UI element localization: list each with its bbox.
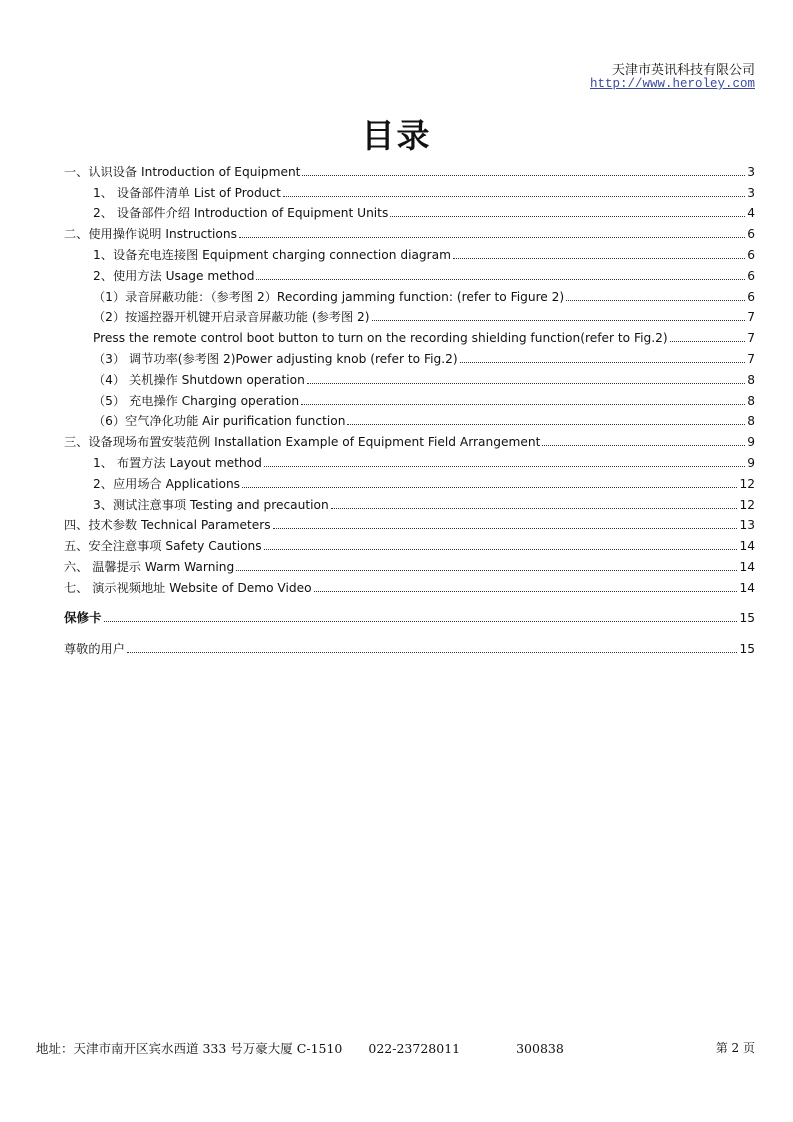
toc-dot-leader: [236, 570, 737, 571]
toc-entry[interactable]: [64, 534, 755, 554]
toc-entry-label: 四、技术参数 Technical Parameters: [64, 518, 271, 532]
toc-entry-page: 6: [747, 248, 755, 262]
toc-entry-label: 2、使用方法 Usage method: [93, 269, 255, 283]
toc-entry-page: 8: [747, 373, 755, 387]
toc-dot-leader: [104, 621, 738, 622]
toc-entry[interactable]: [64, 201, 755, 221]
toc-dot-leader: [460, 362, 746, 363]
toc-entry-label: 3、测试注意事项 Testing and precaution: [93, 498, 329, 512]
toc-entry-page: 7: [747, 352, 755, 366]
toc-entry-page: 15: [739, 642, 755, 656]
footer-phone: 022-23728011: [368, 1041, 461, 1056]
toc-entry[interactable]: [64, 264, 755, 284]
toc-entry-page: 6: [747, 290, 755, 304]
toc-entry-page: 12: [739, 498, 755, 512]
toc-entry[interactable]: [64, 555, 755, 575]
toc-entry[interactable]: [64, 243, 755, 263]
toc-entry-label: （5） 充电操作 Charging operation: [93, 394, 300, 408]
toc-entry-page: 14: [739, 539, 755, 553]
toc-dot-leader: [314, 591, 738, 592]
toc-dot-leader: [239, 237, 745, 238]
toc-entry[interactable]: [64, 285, 755, 305]
toc-entry-label: 1、 设备部件清单 List of Product: [93, 186, 281, 200]
toc-entry-label: Press the remote control boot button to turn on the recording shielding function(refer to Fig.2): [93, 331, 668, 345]
toc-entry-label: 五、安全注意事项 Safety Cautions: [64, 539, 262, 553]
toc-entry-label: 1、 布置方法 Layout method: [93, 456, 262, 470]
toc-entry-label: 七、 演示视频地址 Website of Demo Video: [64, 581, 312, 595]
toc-entry-label: 一、认识设备 Introduction of Equipment: [64, 165, 301, 179]
toc-dot-leader: [127, 652, 738, 653]
toc-entry-label: 2、应用场合 Applications: [93, 477, 241, 491]
toc-entry-label: 2、 设备部件介绍 Introduction of Equipment Units: [93, 206, 389, 220]
toc-entry[interactable]: [64, 160, 755, 180]
toc-entry-page: 3: [747, 186, 755, 200]
toc-dot-leader: [670, 341, 746, 342]
toc-dot-leader: [372, 320, 746, 321]
toc-entry-label: 三、设备现场布置安装范例 Installation Example of Equipment Field Arrangement: [64, 435, 541, 449]
toc-entry-label: 六、 温馨提示 Warm Warning: [64, 560, 235, 574]
toc-dot-leader: [264, 466, 745, 467]
toc-entry-page: 6: [747, 227, 755, 241]
toc-entry-page: 6: [747, 269, 755, 283]
toc-entry-label: 保修卡: [64, 610, 102, 625]
toc-entry[interactable]: [64, 637, 755, 657]
toc-entry[interactable]: [64, 409, 755, 429]
toc-dot-leader: [390, 216, 745, 217]
footer-contact: [36, 1039, 564, 1057]
toc-entry-page: 9: [747, 435, 755, 449]
toc-dot-leader: [301, 404, 745, 405]
toc-dot-leader: [264, 549, 738, 550]
toc-entry[interactable]: [64, 472, 755, 492]
footer-postcode: 300838: [516, 1041, 564, 1056]
toc-dot-leader: [347, 424, 745, 425]
toc-entry-page: 12: [739, 477, 755, 491]
website-link[interactable]: http://www.heroley.com: [589, 77, 755, 91]
toc-dot-leader: [273, 528, 738, 529]
toc-entry[interactable]: [64, 326, 755, 346]
toc-entry-page: 4: [747, 206, 755, 220]
toc-entry-page: 13: [739, 518, 755, 532]
toc-dot-leader: [256, 279, 745, 280]
toc-entry-page: 8: [747, 394, 755, 408]
page-title: 目录: [361, 116, 432, 155]
toc-entry-label: 尊敬的用户: [64, 642, 125, 656]
toc-entry[interactable]: [64, 222, 755, 242]
toc-dot-leader: [242, 487, 737, 488]
toc-entry[interactable]: [64, 493, 755, 513]
page-number: 第 2 页: [715, 1041, 755, 1055]
toc-entry-label: 二、使用操作说明 Instructions: [64, 227, 237, 241]
toc-entry[interactable]: [64, 181, 755, 201]
toc-entry[interactable]: [64, 513, 755, 533]
toc-entry[interactable]: [64, 368, 755, 388]
toc-entry-page: 14: [739, 560, 755, 574]
toc-entry-label: 1、设备充电连接图 Equipment charging connection diagram: [93, 248, 452, 262]
toc-entry-page: 15: [739, 611, 755, 625]
toc-entry-label: （1）录音屏蔽功能：（参考图 2）Recording jamming function: (refer to Figure 2): [93, 290, 565, 304]
toc-dot-leader: [307, 383, 745, 384]
toc-dot-leader: [566, 300, 745, 301]
toc-entry[interactable]: [64, 389, 755, 409]
toc-entry-page: 14: [739, 581, 755, 595]
toc-entry-page: 7: [747, 331, 755, 345]
toc-dot-leader: [331, 508, 738, 509]
toc-entry-label: （2）按遥控器开机键开启录音屏蔽功能 (参考图 2): [93, 310, 370, 324]
toc-entry[interactable]: [64, 305, 755, 325]
toc-entry-label: （6）空气净化功能 Air purification function: [93, 414, 346, 428]
toc-entry-page: 8: [747, 414, 755, 428]
toc-entry[interactable]: [64, 606, 755, 626]
toc-dot-leader: [453, 258, 745, 259]
toc-entry[interactable]: [64, 430, 755, 450]
toc-dot-leader: [302, 175, 745, 176]
toc-entry[interactable]: [64, 347, 755, 367]
toc-entry-page: 9: [747, 456, 755, 470]
toc-entry[interactable]: [64, 576, 755, 596]
company-name: 天津市英讯科技有限公司: [611, 63, 755, 78]
toc-entry-page: 3: [747, 165, 755, 179]
toc-dot-leader: [283, 196, 745, 197]
toc-entry-label: （4） 关机操作 Shutdown operation: [93, 373, 305, 387]
toc-entry[interactable]: [64, 451, 755, 471]
toc-entry-label: （3） 调节功率(参考图 2)Power adjusting knob (refer to Fig.2): [93, 352, 458, 366]
toc-entry-page: 7: [747, 310, 755, 324]
footer-address: 地址：天津市南开区宾水西道 333 号万豪大厦 C-1510: [36, 1041, 343, 1056]
toc-dot-leader: [542, 445, 745, 446]
